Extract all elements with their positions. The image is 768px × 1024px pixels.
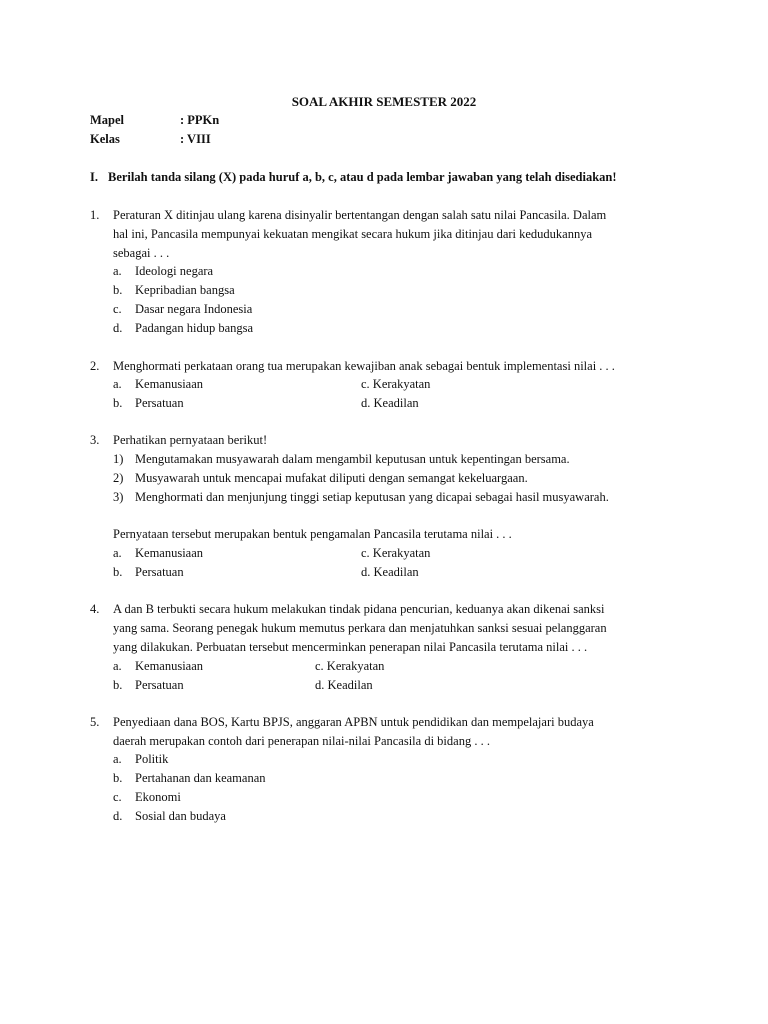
q3-statement-1-number: 1) [113, 452, 124, 466]
q5-option-b-letter: b. [113, 771, 123, 785]
q3-option-a-text: Kemanusiaan [135, 546, 204, 560]
q5-option-a-letter: a. [113, 752, 122, 766]
q1-option-a-text: Ideologi negara [135, 264, 214, 278]
mapel-value: : PPKn [180, 113, 220, 127]
q2-option-b-letter: b. [113, 396, 123, 410]
exam-title: SOAL AKHIR SEMESTER 2022 [291, 94, 477, 109]
question-4-number: 4. [90, 602, 100, 616]
q1-option-c-text: Dasar negara Indonesia [135, 302, 253, 316]
q5-option-c-text: Ekonomi [135, 790, 181, 804]
kelas-value: : VIII [180, 132, 211, 146]
question-5-text-line: Penyediaan dana BOS, Kartu BPJS, anggaran APBN untuk pendidikan dan mempelajari budaya [113, 715, 594, 729]
q2-option-a-letter: a. [113, 377, 122, 391]
q3-option-d: d. Keadilan [361, 565, 419, 579]
q4-option-d: d. Keadilan [315, 678, 373, 692]
q3-option-c: c. Kerakyatan [361, 546, 431, 560]
q1-option-b-text: Kepribadian bangsa [135, 283, 235, 297]
q4-option-b-letter: b. [113, 678, 123, 692]
q3-statement-3-text: Menghormati dan menjunjung tinggi setiap keputusan yang dicapai sebagai hasil musyawarah. [135, 490, 609, 504]
q2-option-d: d. Keadilan [361, 396, 419, 410]
question-3-text-line: Perhatikan pernyataan berikut! [113, 433, 268, 447]
question-4-text-line: A dan B terbukti secara hukum melakukan tindak pidana pencurian, keduanya akan dikenai sanksi [113, 602, 605, 616]
q1-option-d-text: Padangan hidup bangsa [135, 321, 254, 335]
q3-statement-3-number: 3) [113, 490, 124, 504]
q3-statement-2-number: 2) [113, 471, 124, 485]
question-4-text-line: yang dilakukan. Perbuatan tersebut mencerminkan penerapan nilai Pancasila terutama nilai . . . [113, 640, 588, 654]
mapel-label: Mapel [90, 113, 125, 127]
q3-option-b-text: Persatuan [135, 565, 184, 579]
q5-option-a-text: Politik [135, 752, 169, 766]
q4-option-b-text: Persatuan [135, 678, 184, 692]
kelas-label: Kelas [90, 132, 120, 146]
question-1-text-line: sebagai . . . [113, 246, 170, 260]
q5-option-d-text: Sosial dan budaya [135, 809, 226, 823]
question-1-text-line: hal ini, Pancasila mempunyai kekuatan mengikat secara hukum jika ditinjau dari kedudukannya [113, 227, 593, 241]
q3-statement-1-text: Mengutamakan musyawarah dalam mengambil keputusan untuk kepentingan bersama. [135, 452, 570, 466]
q1-option-d-letter: d. [113, 321, 123, 335]
q3-statement-2-text: Musyawarah untuk mencapai mufakat diliputi dengan semangat kekeluargaan. [135, 471, 528, 485]
q5-option-c-letter: c. [113, 790, 122, 804]
question-3-question: Pernyataan tersebut merupakan bentuk pengamalan Pancasila terutama nilai . . . [113, 527, 512, 541]
question-1-number: 1. [90, 208, 100, 222]
question-4-text-line: yang sama. Seorang penegak hukum memutus perkara dan menjatuhkan sanksi sesuai pelanggaran [113, 621, 607, 635]
section-instruction: Berilah tanda silang (X) pada huruf a, b, c, atau d pada lembar jawaban yang telah disediakan! [108, 170, 617, 184]
section-number: I. [90, 170, 98, 184]
question-2-text-line: Menghormati perkataan orang tua merupakan kewajiban anak sebagai bentuk implementasi nilai . . . [113, 359, 615, 373]
question-5-number: 5. [90, 715, 100, 729]
q5-option-b-text: Pertahanan dan keamanan [135, 771, 266, 785]
question-1-text-line: Peraturan X ditinjau ulang karena disinyalir bertentangan dengan salah satu nilai Pancasila. Dalam [113, 208, 607, 222]
question-2-number: 2. [90, 359, 100, 373]
q2-option-a-text: Kemanusiaan [135, 377, 204, 391]
q4-option-a-text: Kemanusiaan [135, 659, 204, 673]
q3-option-a-letter: a. [113, 546, 122, 560]
q3-option-b-letter: b. [113, 565, 123, 579]
q5-option-d-letter: d. [113, 809, 123, 823]
question-3-number: 3. [90, 433, 100, 447]
q1-option-a-letter: a. [113, 264, 122, 278]
q4-option-a-letter: a. [113, 659, 122, 673]
question-5-text-line: daerah merupakan contoh dari penerapan nilai-nilai Pancasila di bidang . . . [113, 734, 490, 748]
q4-option-c: c. Kerakyatan [315, 659, 385, 673]
q2-option-c: c. Kerakyatan [361, 377, 431, 391]
q1-option-c-letter: c. [113, 302, 122, 316]
q1-option-b-letter: b. [113, 283, 123, 297]
q2-option-b-text: Persatuan [135, 396, 184, 410]
